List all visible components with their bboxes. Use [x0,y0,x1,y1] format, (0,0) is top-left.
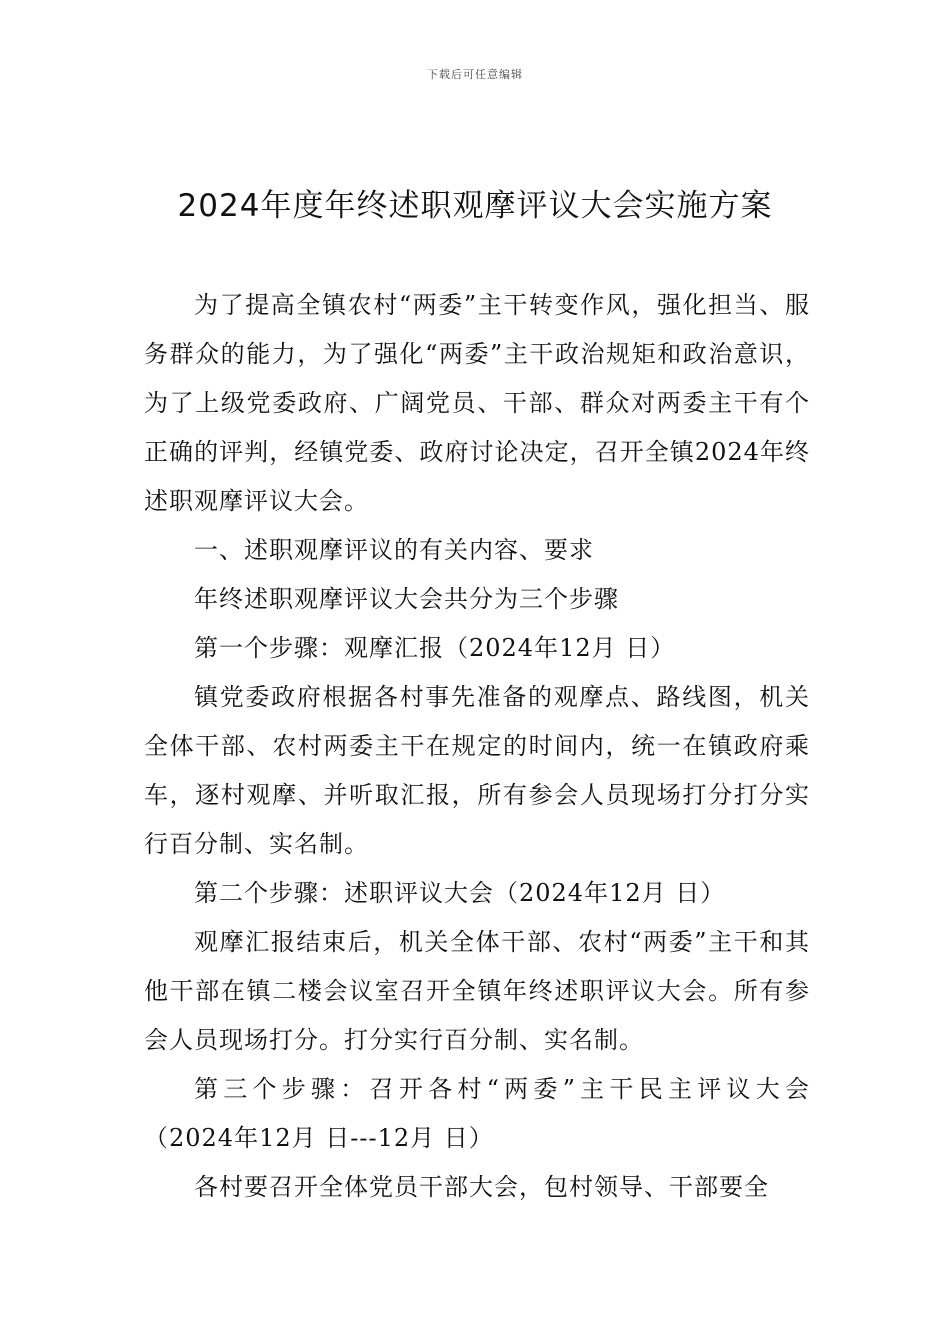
step-3-body: 各村要召开全体党员干部大会，包村领导、干部要全 [194,1173,769,1201]
step-2-heading: 第二个步骤：述职评议大会（2024年12月 日） [194,879,726,907]
header-note: 下载后可任意编辑 [427,68,523,81]
step-1-body: 镇党委政府根据各村事先准备的观摩点、路线图，机关全体干部、农村两委主干在规定的时间内，统一在镇政府乘车，逐村观摩、并听取汇报，所有参会人员现场打分打分实行百分制、实名制。 [144,683,810,858]
section-heading-1: 一、述职观摩评议的有关内容、要求 [194,536,594,564]
paragraph-intro: 为了提高全镇农村“两委”主干转变作风，强化担当、服务群众的能力，为了强化“两委”主干政治规矩和政治意识，为了上级党委政府、广阔党员、干部、群众对两委主干有个正确的评判，经镇党委、政府讨论决定，召开全镇2024年终述职观摩评议大会。 [144,291,810,515]
document-title: 2024年度年终述职观摩评议大会实施方案 [177,188,773,224]
step-1-heading: 第一个步骤：观摩汇报（2024年12月 日） [194,634,676,662]
step-2-body: 观摩汇报结束后，机关全体干部、农村“两委”主干和其他干部在镇二楼会议室召开全镇年终述职评议大会。所有参会人员现场打分。打分实行百分制、实名制。 [144,928,810,1054]
document-body [144,281,810,1212]
paragraph-steps-overview: 年终述职观摩评议大会共分为三个步骤 [194,585,619,613]
step-3-heading: 第三个步骤：召开各村“两委”主干民主评议大会（2024年12月 日---12月 日） [144,1075,810,1152]
